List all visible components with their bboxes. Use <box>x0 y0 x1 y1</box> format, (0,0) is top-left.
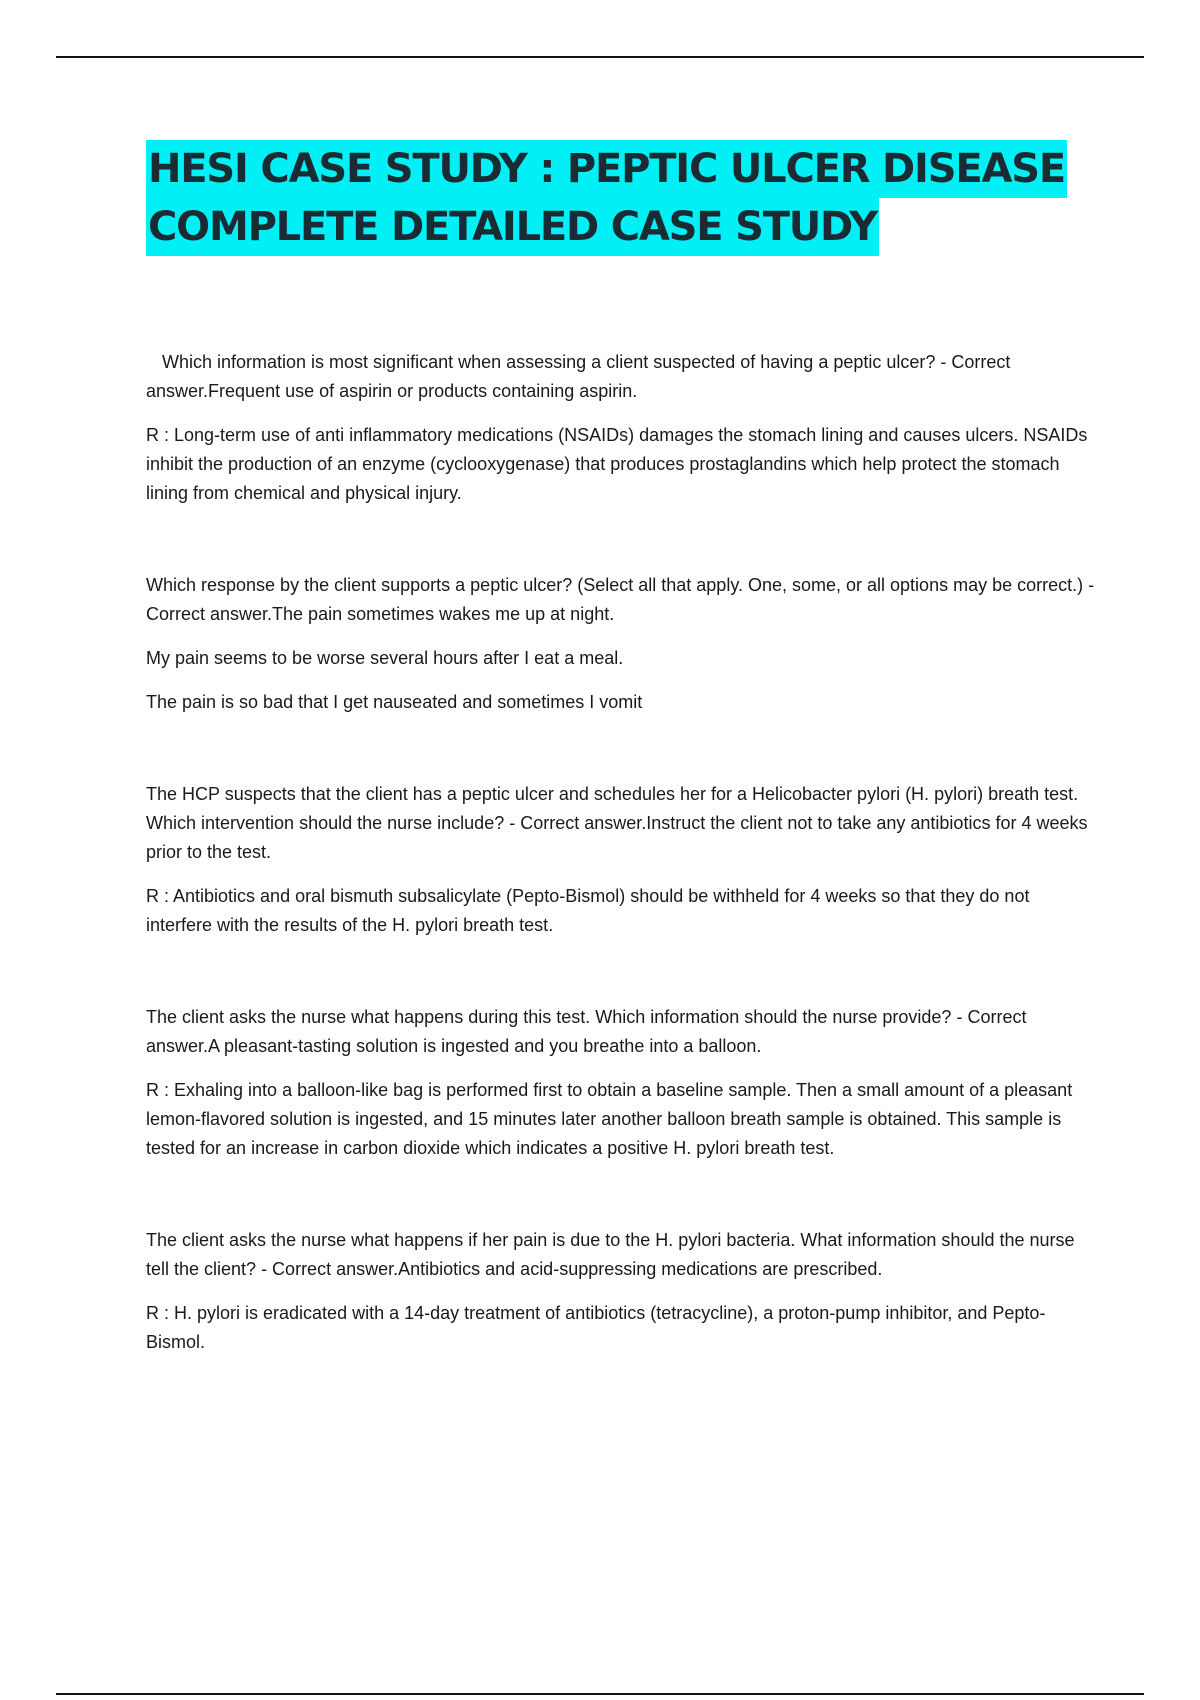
qa-block-3 <box>146 780 1096 940</box>
document-title <box>146 140 1096 256</box>
header-rule <box>56 56 1144 58</box>
qa-block-2 <box>146 571 1096 717</box>
rationale-paragraph: R : Exhaling into a balloon-like bag is performed first to obtain a baseline sample. Then a small amount of a pleasant lemon-flavored solution is ingested, and 15 minutes later another balloon breath sample is obtained. This sample is tested for an increase in carbon dioxide which indicates a positive H. pylori breath test. <box>146 1080 1073 1158</box>
qa-block-5 <box>146 1226 1096 1357</box>
question-paragraph: The client asks the nurse what happens during this test. Which information should the nurse provide? - Correct answer.A pleasant-tasting solution is ingested and you breathe into a balloon. <box>146 1007 1027 1056</box>
rationale-paragraph: R : Long-term use of anti inflammatory medications (NSAIDs) damages the stomach lining and causes ulcers. NSAIDs inhibit the production of an enzyme (cyclooxygenase) that produces prostaglandins which help protect the stomach lining from chemical and physical injury. <box>146 425 1088 503</box>
question-paragraph: The HCP suspects that the client has a peptic ulcer and schedules her for a Helicobacter pylori (H. pylori) breath test. Which intervention should the nurse include? - Correct answer.Instruct the client not to take any antibiotics for 4 weeks prior to the test. <box>146 784 1088 862</box>
footer-rule <box>56 1693 1144 1695</box>
question-paragraph: Which information is most significant when assessing a client suspected of having a peptic ulcer? - Correct answer.Frequent use of aspirin or products containing aspirin. <box>146 352 1011 401</box>
title-line-2: COMPLETE DETAILED CASE STUDY <box>146 198 879 256</box>
question-paragraph: Which response by the client supports a peptic ulcer? (Select all that apply. One, some, or all options may be correct.) - Correct answer.The pain sometimes wakes me up at night. <box>146 575 1095 624</box>
answer-paragraph: The pain is so bad that I get nauseated and sometimes I vomit <box>146 692 643 712</box>
rationale-paragraph: R : H. pylori is eradicated with a 14-day treatment of antibiotics (tetracycline), a proton-pump inhibitor, and Pepto-Bismol. <box>146 1303 1046 1352</box>
rationale-paragraph: R : Antibiotics and oral bismuth subsalicylate (Pepto-Bismol) should be withheld for 4 weeks so that they do not interfere with the results of the H. pylori breath test. <box>146 886 1030 935</box>
answer-paragraph: My pain seems to be worse several hours after I eat a meal. <box>146 648 624 668</box>
question-paragraph: The client asks the nurse what happens if her pain is due to the H. pylori bacteria. What information should the nurse tell the client? - Correct answer.Antibiotics and acid-suppressing medications are prescribed. <box>146 1230 1075 1279</box>
title-line-1: HESI CASE STUDY : PEPTIC ULCER DISEASE <box>146 140 1067 198</box>
qa-block-1 <box>146 348 1096 508</box>
qa-block-4 <box>146 1003 1096 1163</box>
document-body <box>146 140 1096 1357</box>
